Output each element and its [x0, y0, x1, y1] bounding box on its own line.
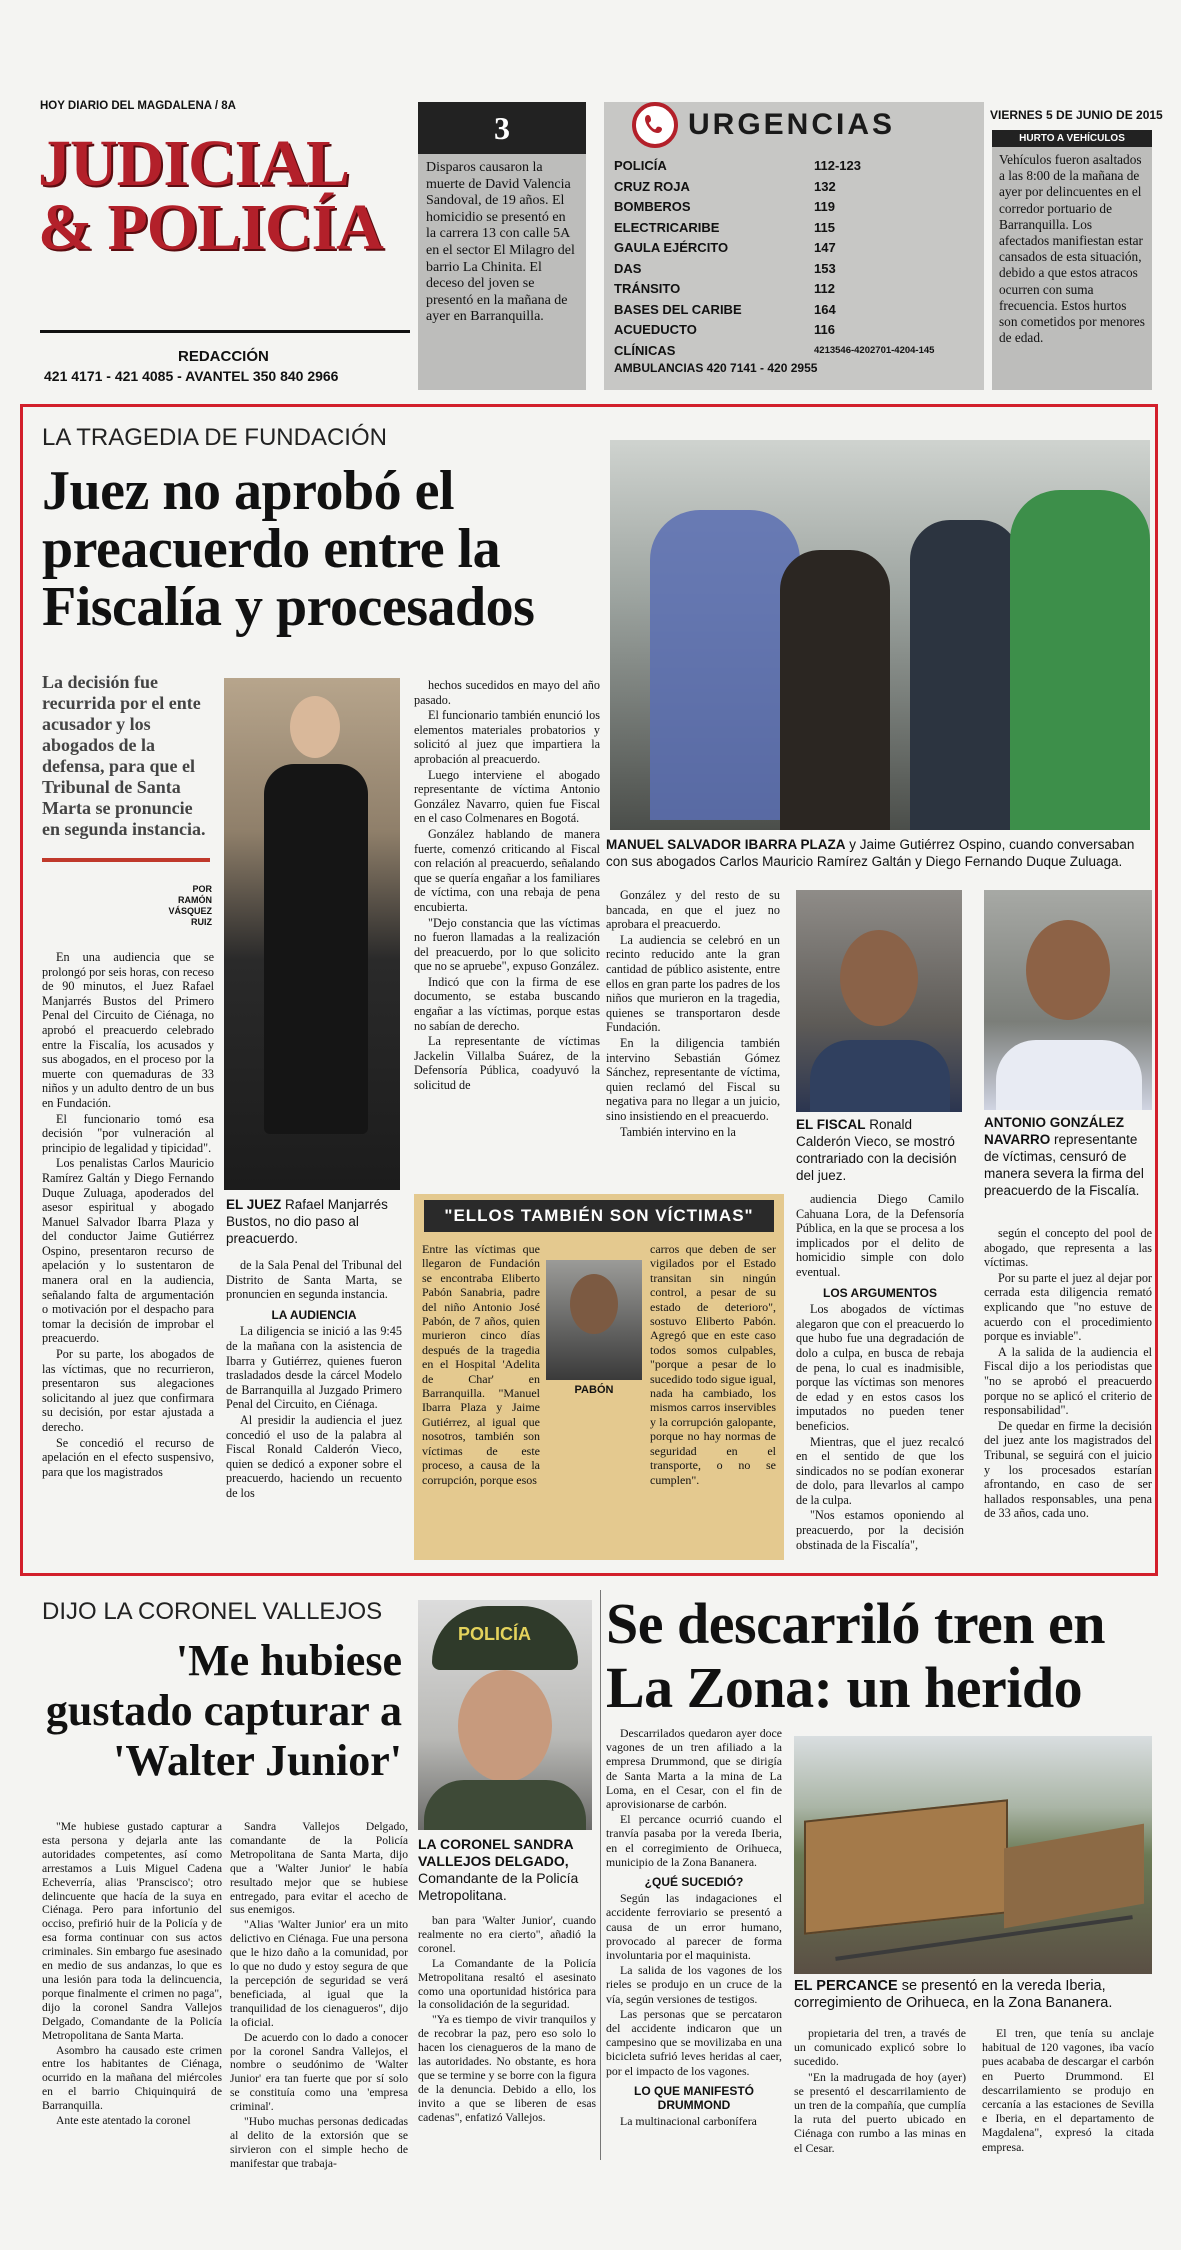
paragraph: hechos sucedidos en mayo del año pasado. [414, 678, 600, 707]
paragraph: Sandra Vallejos Delgado, comandante de la Policía Metropolitana de Santa Marta, dijo que a 'Walter Junior' le había resultado mejor que se hubiese entregado, para evitar el acecho de sus enemigos. [230, 1820, 408, 1917]
story2-kicker: DIJO LA CORONEL VALLEJOS [42, 1598, 383, 1625]
judge-caption-text: Rafael Manjarrés Bustos, no dio paso al preacuerdo. [226, 1197, 388, 1246]
paragraph: Mientras, que el juez recalcó en el sentido de que los sindicados no se podían exonerar de dolo, para llevarlos al campo de la culpa. [796, 1434, 964, 1507]
column-subhead: ¿QUÉ SUCEDIÓ? [644, 1875, 744, 1890]
story2-col3 [418, 1914, 596, 2126]
paragraph: De acuerdo con lo dado a conocer por la coronel Sandra Vallejos, el nombre o seudónimo de 'Walter Junior' era tan fuerte que por sí solo se constituía como una 'empresa criminal'. [230, 2030, 408, 2114]
victims-box-left: Entre las víctimas que llegaron de Fundación se encontraba Eliberto Pabón Sanabria, padre del niño Antonio José Pabón, de 7 años, quien murieron cinco días después de la tragedia en el Hospital 'Adelita de Char' en Barranquilla. "Manuel Ibarra Plaza y Jaime Gutiérrez, al igual que nosotros, también son víctimas de este proceso, a causa de la corrupción, porque esos [422, 1242, 540, 1487]
train-caption [794, 1978, 1154, 2012]
urgencias-row [614, 341, 974, 362]
main-kicker: LA TRAGEDIA DE FUNDACIÓN [42, 424, 387, 451]
train-caption-bold: EL PERCANCE [794, 1978, 898, 1994]
urgencias-number: 112-123 [814, 158, 861, 173]
fiscal-caption [796, 1116, 962, 1184]
paragraph: Asombro ha causado este crimen entre los habitantes de Ciénaga, ocurrido en la mañana del miércoles en el barrio Chiquinquirá de Barranquilla. [42, 2043, 222, 2113]
column-subhead: LOS ARGUMENTOS [822, 1285, 937, 1300]
paragraph: "Ya es tiempo de vivir tranquilos y de recobrar la paz, pero eso solo lo hacen los cienagueros de la mano de las autoridades. No obstante, es hora que se termine y se borre con la figura de la denuncia. Debido a ello, los invito a que se liberen de esas cadenas", enfatizó Vallejos. [418, 2013, 596, 2124]
victims-box [414, 1194, 784, 1560]
paragraph: La Comandante de la Policía Metropolitana resaltó el asesinato como una oportunidad histórica para la consolidación de la seguridad. [418, 1956, 596, 2012]
redaccion-label: REDACCIÓN [178, 348, 269, 365]
paragraph: La diligencia se inició a las 9:45 de la mañana con la asistencia de Ibarra y Gutiérrez, quienes fueron trasladados desde la cárcel Modelo de Barranquilla al Juzgado Primero Penal del Circuito, en Ciénaga. [226, 1324, 402, 1412]
urgencias-name: TRÁNSITO [614, 281, 681, 296]
paragraph: El funcionario también enunció los elementos materiales probatorios y solicitó al juez que impartiera la aprobación al preacuerdo. [414, 708, 600, 766]
pabon-photo [546, 1260, 642, 1380]
train-photo [794, 1736, 1152, 1974]
hurto-box [992, 130, 1152, 390]
urgencias-row [614, 279, 974, 300]
urgencias-number: 132 [814, 178, 836, 194]
urgencias-row [614, 218, 974, 239]
urgencias-row [614, 300, 974, 321]
group-photo [610, 440, 1150, 830]
coronel-photo [418, 1600, 592, 1830]
byline: POR RAMÓN VÁSQUEZ RUIZ [168, 884, 212, 927]
urgencias-row [614, 238, 974, 259]
paragraph: El percance ocurrió cuando el tranvía pasaba por la vereda Iberia, en el corregimiento de Orihueca, municipio de la Zona Bananera. [606, 1812, 782, 1869]
police-cap-label: POLICÍA [458, 1624, 532, 1644]
paragraph: "Dejo constancia que las víctimas no fueron llamadas a la realización del preacuerdo, por lo que solicito que no se apruebe", expuso González. [414, 915, 600, 974]
ambulancias-line: AMBULANCIAS 420 7141 - 420 2955 [614, 361, 818, 375]
urgencias-name: POLICÍA [614, 158, 667, 173]
paragraph: La representante de víctimas Jackelin Villalba Suárez, de la Defensoría Pública, coadyuvó la solicitud de [414, 1034, 600, 1093]
hurto-label: HURTO A VEHÍCULOS [992, 130, 1152, 147]
main-col5 [984, 1226, 1152, 1522]
urgencias-name: ELECTRICARIBE [614, 219, 720, 235]
main-col4-top [606, 888, 780, 1140]
urgencias-list [614, 156, 974, 361]
urgencias-name: DAS [614, 260, 642, 276]
paragraph: De quedar en firme la decisión del juez ante los magistrados del Tribunal, se seguirá con el juicio y los procesados estarían afrontando, en caso de ser hallados responsables, una pena de 33 años, cada uno. [984, 1418, 1152, 1521]
paragraph: La salida de los vagones de los rieles se produjo en un cruce de la vía, según versiones de testigos. [606, 1963, 782, 2006]
paragraph: El tren, que tenía su anclaje habitual de 120 vagones, iba vacío pues acababa de descargar el carbón en Puerto Drummond. El descarrilamiento se produjo en cercanía a las estaciones de Sevilla e Iberia, en el departamento de Magdalena", expresó la citada empresa. [982, 2026, 1154, 2154]
paragraph: "Nos estamos oponiendo al preacuerdo, por la decisión obstinada de la Fiscalía", [796, 1508, 964, 1552]
urgencias-row [614, 320, 974, 341]
urgencias-row [614, 156, 974, 177]
urgencias-title: URGENCIAS [688, 108, 896, 141]
fiscal-caption-bold: EL FISCAL [796, 1117, 866, 1132]
paragraph: audiencia Diego Camilo Cahuana Lora, de la Defensoría Pública, en la que se procesa a los implicados por el delito de homicidio simple con dolo eventual. [796, 1192, 964, 1279]
paragraph: Al presidir la audiencia el juez concedió el uso de la palabra al Fiscal Ronald Calderón Vieco, quien se dedicó a exponer sobre el preacuerdo, haciendo un recuento de los [226, 1412, 402, 1500]
pabon-label: PABÓN [574, 1384, 614, 1396]
paragraph: Por su parte, los abogados de las víctimas, que no recurrieron, presentaron sus alegaciones solicitando al juez que confirmara su decisión, por estar ajustada a derecho. [42, 1347, 214, 1434]
urgencias-number: 112 [814, 281, 835, 296]
urgencias-name: ACUEDUCTO [614, 322, 697, 337]
main-col3 [414, 678, 600, 1094]
fiscal-photo [796, 890, 962, 1112]
group-caption-bold: MANUEL SALVADOR IBARRA PLAZA [606, 837, 846, 852]
gonzalez-caption-bold: ANTONIO GONZÁLEZ NAVARRO [984, 1115, 1124, 1147]
story3-col1 [606, 1726, 782, 2129]
judge-caption-bold: EL JUEZ [226, 1197, 282, 1212]
urgencias-name: CRUZ ROJA [614, 178, 690, 194]
paragraph: En una audiencia que se prolongó por seis horas, con receso de 90 minutos, el Juez Rafael Manjarrés Bustos del Primero Penal del Circuito de Ciénaga, no aprobó el preacuerdo celebrado entre la Fiscalía, los acusados y sus abogados, en el proceso por la muerte con quemaduras de 33 niños y un adulto dentro de un bus en Fundación. [42, 950, 214, 1110]
urgencias-name: GAULA EJÉRCITO [614, 240, 729, 255]
main-deck: La decisión fue recurrida por el ente acusador y los abogados de la defensa, para que el Tribunal de Santa Marta se pronuncie en segunda instancia. [42, 672, 206, 839]
paragraph: ban para 'Walter Junior', cuando realmente no era cierto", añadió la coronel. [418, 1914, 596, 1955]
paragraph: Ante este atentado la coronel [56, 2114, 191, 2128]
brief-number-block [418, 102, 586, 154]
coronel-caption-bold: LA CORONEL SANDRA VALLEJOS DELGADO, [418, 1836, 574, 1869]
story3-col3 [982, 2026, 1154, 2155]
urgencias-row [614, 197, 974, 218]
paragraph: Descarrilados quedaron ayer doce vagones de un tren afiliado a la empresa Drummond, que se dirigía de Santa Marta a la mina de La Loma, en el Cesar, con el fin de aprovisionarse de carbón. [606, 1726, 782, 1812]
paragraph: Los abogados de víctimas alegaron que con el preacuerdo lo que hubo fue una degradación de dolo a culpa, en busca de rebaja de pena, lo cual es inadmisible, porque las víctimas son menores de edad y en estos casos los imputados no pueden tener beneficios. [796, 1302, 964, 1433]
urgencias-row [614, 259, 974, 280]
gonzalez-caption-text: representante de víctimas, censuró de manera severa la firma del preacuerdo de la Fiscalía. [984, 1132, 1144, 1198]
paragraph: La audiencia se celebró en un recinto reducido ante la gran cantidad de público asistente, entre ellos en gran parte los padres de los niños que murieron en la tragedia, quienes se transportaron desde Fundación. [606, 932, 780, 1035]
urgencias-row [614, 177, 974, 198]
paragraph: de la Sala Penal del Tribunal del Distrito de Santa Marta, se pronuncien en segunda instancia. [226, 1258, 402, 1302]
fiscal-caption-text: Ronald Calderón Vieco, se mostró contrariado con la decisión del juez. [796, 1117, 957, 1183]
brief-text: Disparos causaron la muerte de David Valencia Sandoval, de 19 años. El homicidio se presentó en la carrera 13 con calle 5A en el sector El Milagro del barrio La Chinita. El deceso del joven se presentó en la mañana de ayer en Barranquilla. [426, 160, 575, 325]
urgencias-number: 115 [814, 219, 835, 235]
story3-headline: Se descarriló tren en La Zona: un herido [606, 1591, 1106, 1720]
gonzalez-caption [984, 1114, 1152, 1199]
paragraph: El funcionario tomó esa decisión "por vulneración al principio de legalidad y tipicidad". [42, 1111, 214, 1155]
phone-icon [632, 102, 678, 148]
gonzalez-photo [984, 890, 1152, 1110]
main-headline: Juez no aprobó el preacuerdo entre la Fiscalía y procesados [42, 460, 535, 638]
paragraph: González y del resto de su bancada, en que el juez no aprobara el preacuerdo. [606, 888, 780, 932]
column-subhead: LO QUE MANIFESTÓ DRUMMOND [634, 2083, 754, 2113]
urgencias-name: BASES DEL CARIBE [614, 301, 742, 317]
main-col2 [226, 1258, 402, 1502]
story3-col2 [794, 2026, 966, 2156]
victims-box-right: carros que deben de ser vigilados por el Estado transitan sin ningún control, a pesar de su estado de deterioro", sostuvo Eliberto Pabón. Agregó que en este caso todos somos culpables, "porque a pesar de lo sucedido todo sigue igual, nada ha cambiado, los mismos carros inservibles y la corrupción galopante, porque no hay normas de seguridad en el transporte, o no se cumplen". [650, 1242, 776, 1487]
brief-number: 3 [494, 110, 510, 146]
urgencias-box [604, 102, 984, 390]
paragraph: "Alias 'Walter Junior' era un mito delictivo en Ciénaga. Fue una persona que le hizo daño a la comunidad, por lo que no dudo y estoy segura de que la percepción de seguridad se verá beneficiada, al igual que la tranquilidad de los cienagueros", dijo la oficial. [230, 1918, 408, 2029]
coronel-caption [418, 1836, 596, 1904]
section-title-line1: JUDICIAL [38, 127, 350, 200]
main-col1 [42, 950, 214, 1480]
paragraph: Las personas que se percataron del accidente indicaron que un campesino que se movilizaba en una bicicleta sufrió leves heridas al caer, por el impacto de los vagones. [606, 2006, 782, 2078]
brief-box [418, 102, 586, 390]
paragraph: Indicó que con la firma de ese documento, se estaba buscando engañar a las víctimas, porque estas no sabían de derecho. [414, 974, 600, 1033]
group-caption-text: y Jaime Gutiérrez Ospino, cuando conversaban con sus abogados Carlos Mauricio Ramírez Galtán y Diego Fernando Duque Zuluaga. [606, 837, 1135, 869]
urgencias-number: 4213546-4202701-4204-145 [814, 344, 935, 356]
paragraph: "Hubo muchas personas dedicadas al delito de la extorsión que se sirvieron con el simple hecho de manifestar que trabaja- [230, 2115, 408, 2170]
section-title [38, 127, 383, 264]
paragraph: González hablando de manera fuerte, comenzó criticando al Fiscal con relación al preacuerdo, señalando que se quería engañar a los familiares de víctima, con una rebaja de pena encubierta. [414, 826, 600, 914]
paragraph: Según las indagaciones el accidente ferroviario se presentó a causa de un error humano, provocado al parecer de forma involuntaria por el maquinista. [606, 1891, 782, 1963]
story2-col1 [42, 1820, 222, 2129]
paragraph: Los penalistas Carlos Mauricio Ramírez Galtán y Diego Fernando Duque Zuluaga, apoderados del asesor espiritual y abogado Manuel Salvador Ibarra Plaza y del conductor Jaime Gutiérrez Ospino, presentaron recurso de apelación y lo sustentaron de manera oral en la audiencia, señalando falta de argumentación o motivación por el despacho para tomar la decisión de improbar el preacuerdo. [42, 1156, 214, 1346]
main-col4-bottom [796, 1192, 964, 1553]
judge-caption [226, 1196, 402, 1247]
urgencias-number: 153 [814, 260, 836, 276]
paragraph: En la diligencia también intervino Sebastián Gómez Sánchez, representante de víctima, quien reclamó del Fiscal su negativa para no llegar a un juicio, sino insistiendo en el preacuerdo. [606, 1035, 780, 1123]
urgencias-name: BOMBEROS [614, 199, 691, 214]
paragraph: "Me hubiese gustado capturar a esta persona y dejarla ante las autoridades competentes, así como arrestamos a Luis Miguel Cadena Echeverría, alias 'Pranscisco'; otro delincuente que hacía de la suya en Ciénaga. Pero para infortunio del occiso, prefirió huir de la Policía y de esa forma continuar con sus actos criminales. Sin embargo fue asesinado en medio de sus andanzas, lo que es una lesión para toda la delincuencia, porque finalmente el crimen no paga", dijo la coronel Sandra Vallejos Delgado, Comandante de la Policía Metropolitana de Santa Marta. [42, 1820, 222, 2042]
urgencias-number: 164 [814, 301, 836, 317]
train-caption-text: se presentó en la vereda Iberia, corregimiento de Orihueca, en la Zona Bananera. [794, 1978, 1113, 2011]
column-subhead: LA AUDIENCIA [271, 1307, 357, 1322]
paragraph: según el concepto del pool de abogado, que representa a las víctimas. [984, 1226, 1152, 1270]
coronel-caption-text: Comandante de la Policía Metropolitana. [418, 1870, 579, 1903]
urgencias-number: 147 [814, 240, 836, 255]
victims-box-title: "ELLOS TAMBIÉN SON VÍCTIMAS" [424, 1200, 774, 1232]
judge-photo [224, 678, 400, 1190]
section-title-line2: & POLICÍA [38, 191, 383, 264]
date-line: VIERNES 5 DE JUNIO DE 2015 [990, 108, 1163, 122]
paragraph: propietaria del tren, a través de un comunicado explicó sobre lo sucedido. [794, 2026, 966, 2069]
urgencias-number: 116 [814, 322, 835, 337]
redaccion-phones: 421 4171 - 421 4085 - AVANTEL 350 840 2966 [44, 368, 339, 384]
paragraph: También intervino en la [620, 1124, 736, 1139]
paragraph: La multinacional carbonífera [620, 2114, 757, 2129]
paragraph: Por su parte el juez al dejar por cerrada esta diligencia remató explicando que "no estuve de acuerdo con el procedimiento porque es inviable". [984, 1270, 1152, 1344]
story2-col2 [230, 1820, 408, 2172]
paper-line: HOY DIARIO DEL MAGDALENA / 8A [40, 100, 236, 112]
group-photo-caption [606, 836, 1152, 870]
hurto-text: Vehículos fueron asaltados a las 8:00 de la mañana de ayer por delincuentes en el corredor portuario de Barranquilla. Los afectados manifiestan estar cansados de esta situación, debido a que estos atracos ocurren con suma frecuencia. Estos hurtos son cometidos por menores de edad. [999, 152, 1145, 346]
paragraph: "En la madrugada de hoy (ayer) se presentó el descarrilamiento de un tren de la compañía, que cumplía la ruta del puerto ubicado en Ciénaga con rumbo a las minas en el Cesar. [794, 2069, 966, 2155]
paragraph: Se concedió el recurso de apelación en el efecto suspensivo, para que los magistrados [42, 1435, 214, 1479]
urgencias-number: 119 [814, 199, 835, 214]
story2-headline: 'Me hubiese gustado capturar a 'Walter Junior' [45, 1636, 402, 1785]
paragraph: A la salida de la audiencia el Fiscal dijo a los periodistas que "no se aprobó el preacuerdo porque no se aplicó el criterio de responsabilidad". [984, 1344, 1152, 1418]
paragraph: Luego interviene el abogado representante de víctima Antonio González Navarro, quien fue Fiscal en el caso Colmenares en Bogotá. [414, 767, 600, 826]
urgencias-name: CLÍNICAS [614, 342, 676, 358]
